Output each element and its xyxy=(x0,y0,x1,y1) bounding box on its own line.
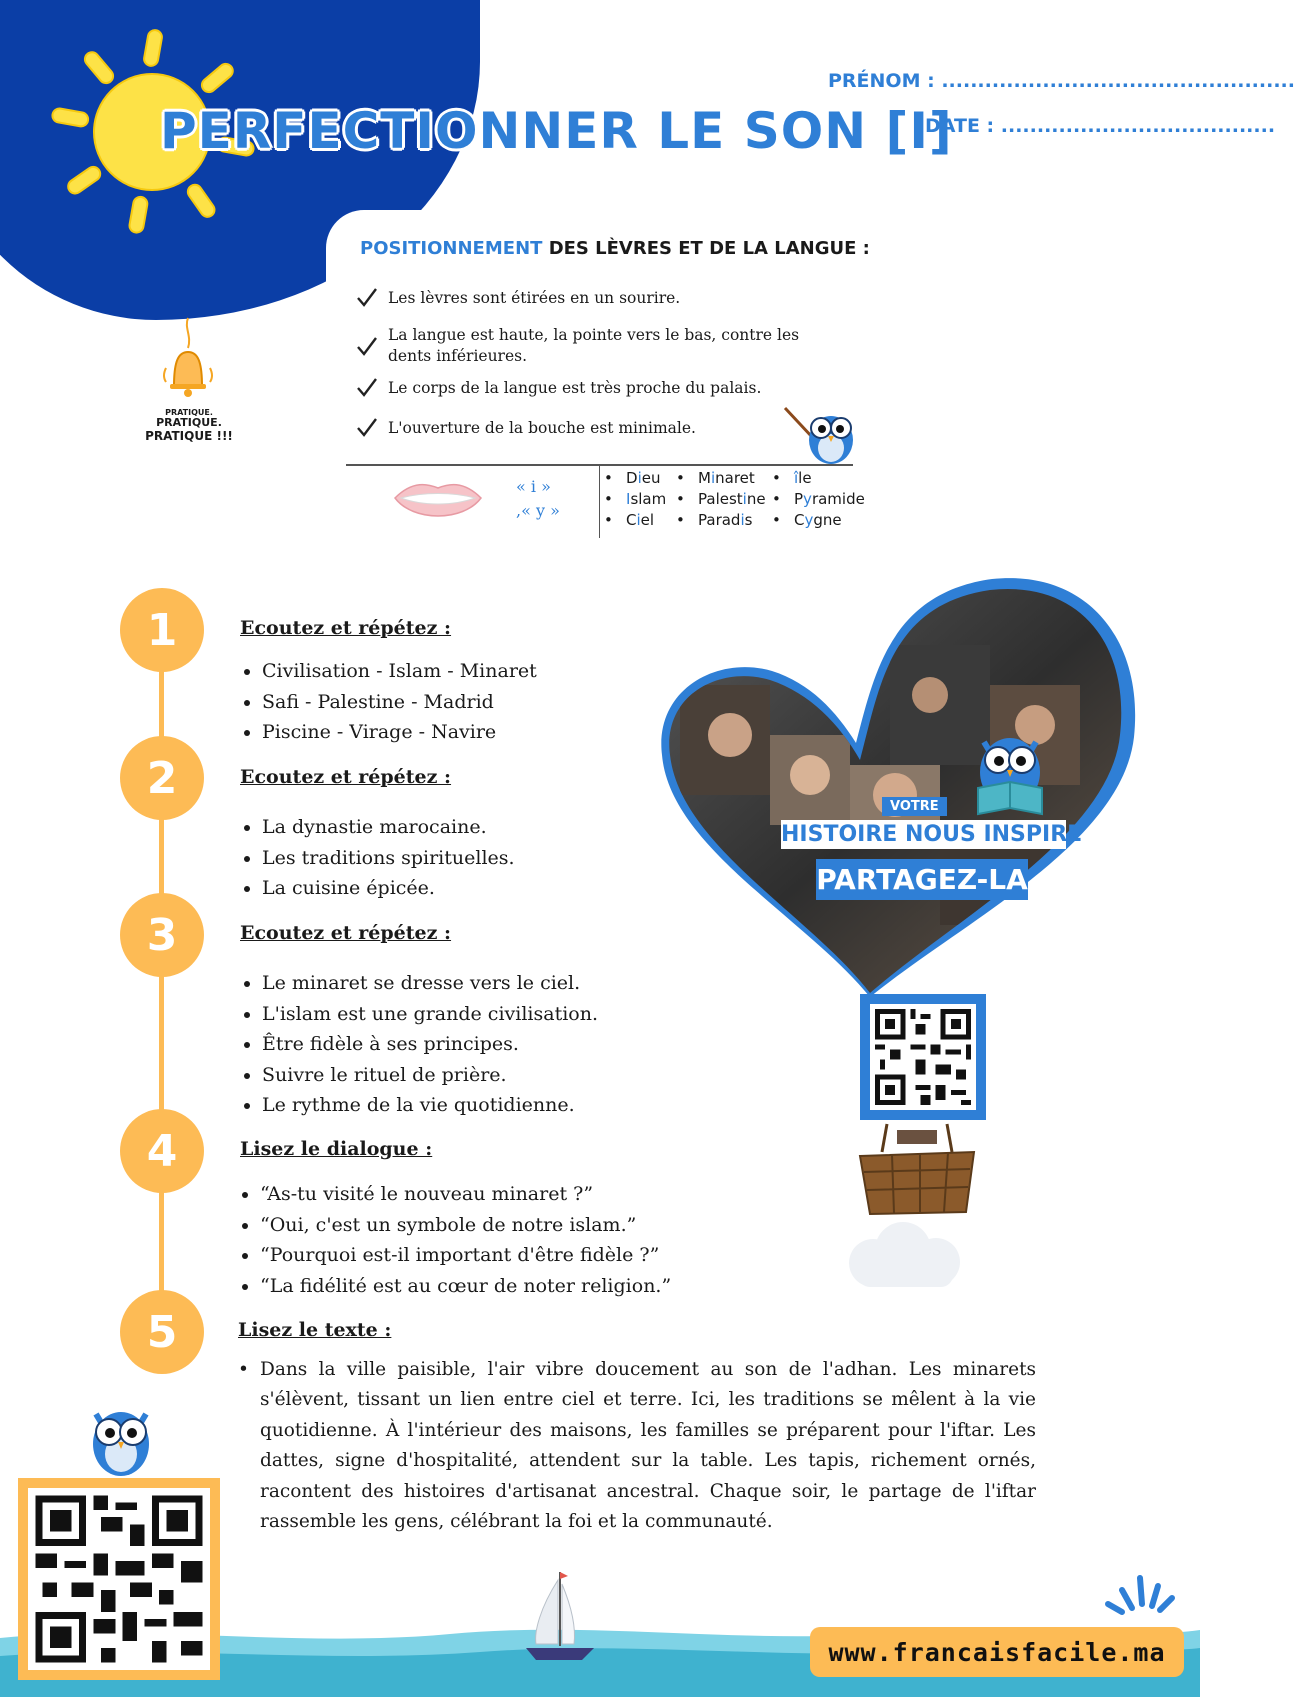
phoneme-y: ,« y » xyxy=(516,501,560,520)
checkmark-icon xyxy=(356,376,378,398)
exercise-number-badge: 2 xyxy=(120,736,204,820)
heart-photo-collage xyxy=(660,585,1148,1005)
exercise-title: Lisez le dialogue : xyxy=(240,1138,433,1160)
list-item: • Les traditions spirituelles. xyxy=(262,843,515,874)
owl-reading-icon xyxy=(970,722,1050,818)
reading-text xyxy=(238,1355,1036,1537)
column-divider xyxy=(599,466,600,538)
positioning-heading-rest: DES LÈVRES ET DE LA LANGUE : xyxy=(542,238,870,259)
positioning-point xyxy=(356,288,826,309)
exercise-list xyxy=(240,812,515,904)
list-item: • L'islam est une grande civilisation. xyxy=(262,999,598,1030)
checkmark-icon xyxy=(356,286,378,308)
sailboat-icon xyxy=(520,1568,600,1664)
positioning-point-text: Les lèvres sont étirées en un sourire. xyxy=(388,289,681,307)
exercise-number-badge: 4 xyxy=(120,1109,204,1193)
exercise-title: Ecoutez et répétez : xyxy=(240,766,452,788)
cloud-icon xyxy=(838,1218,970,1288)
exercise-number-badge: 1 xyxy=(120,588,204,672)
word-column xyxy=(676,468,766,531)
water-splash-icon xyxy=(1100,1570,1180,1620)
word-column xyxy=(772,468,865,531)
qr-code-icon[interactable] xyxy=(28,1488,210,1670)
example-word: • Ciel xyxy=(604,510,666,531)
checkmark-icon xyxy=(356,335,378,357)
positioning-point xyxy=(356,325,826,367)
list-item: • “Oui, c'est un symbole de notre islam.” xyxy=(260,1210,671,1241)
promo-share-button[interactable]: PARTAGEZ-LA xyxy=(816,859,1028,900)
practice-slogan xyxy=(130,408,248,444)
owl-mascot-icon xyxy=(80,1392,162,1480)
prenom-field[interactable]: PRÉNOM : ................................................. xyxy=(828,70,1295,92)
hot-air-balloon-basket-icon xyxy=(842,1122,992,1218)
qr-code-icon[interactable] xyxy=(870,1004,976,1110)
list-item: • Le minaret se dresse vers le ciel. xyxy=(262,968,598,999)
page-title: PERFECTIONNER LE SON [I] xyxy=(160,102,953,160)
positioning-point-text: L'ouverture de la bouche est minimale. xyxy=(388,419,696,437)
positioning-point-text: Le corps de la langue est très proche du palais. xyxy=(388,379,762,397)
exercise-list xyxy=(238,1179,671,1301)
reading-paragraph: • Dans la ville paisible, l'air vibre doucement au son de l'adhan. Les minarets s'élèvent, tissant un lien entre ciel et terre. Ici, les traditions se mêlent à la vie quotidienne. À l'intérieur des maisons, les familles se préparent pour l'iftar. Les dattes, signe d'hospitalité, attendent sur la table. Les tapis, richement ornés, racontent des histoires d'artisanat ancestral. Chaque soir, le partage de l'iftar rassemble les gens, célébrant la foi et la communauté. xyxy=(238,1355,1036,1537)
smiling-lips-icon xyxy=(393,478,483,522)
list-item: • Civilisation - Islam - Minaret xyxy=(262,656,537,687)
slogan-line-2: PRATIQUE. xyxy=(156,416,222,430)
word-column xyxy=(604,468,666,531)
exercise-list xyxy=(240,968,598,1121)
list-item: • La cuisine épicée. xyxy=(262,873,515,904)
exercise-title: Lisez le texte : xyxy=(238,1319,392,1341)
exercise-number-badge: 5 xyxy=(120,1290,204,1374)
exercise-list xyxy=(240,656,537,748)
list-item: • “As-tu visité le nouveau minaret ?” xyxy=(260,1179,671,1210)
positioning-panel-background xyxy=(326,210,886,340)
phoneme-i: « i » xyxy=(516,477,551,496)
slogan-line-3: PRATIQUE !!! xyxy=(145,428,233,443)
example-word: • Minaret xyxy=(676,468,766,489)
list-item: • “Pourquoi est-il important d'être fidèle ?” xyxy=(260,1240,671,1271)
example-word: • Paradis xyxy=(676,510,766,531)
positioning-point xyxy=(356,418,826,439)
promo-inspire-label: HISTOIRE NOUS INSPIRE xyxy=(781,822,1083,847)
list-item: • “La fidélité est au cœur de noter religion.” xyxy=(260,1271,671,1302)
list-item: • La dynastie marocaine. xyxy=(262,812,515,843)
list-item: • Suivre le rituel de prière. xyxy=(262,1060,598,1091)
list-item: • Safi - Palestine - Madrid xyxy=(262,687,537,718)
example-word: • Cygne xyxy=(772,510,865,531)
example-word: • Dieu xyxy=(604,468,666,489)
date-field[interactable]: DATE : ...................................... xyxy=(925,115,1276,137)
slogan-line-1: PRATIQUE. xyxy=(165,408,213,417)
example-word: • Palestine xyxy=(676,489,766,510)
checkmark-icon xyxy=(356,416,378,438)
positioning-heading xyxy=(360,238,870,259)
list-item: • Piscine - Virage - Navire xyxy=(262,717,537,748)
example-word: • Pyramide xyxy=(772,489,865,510)
positioning-point xyxy=(356,378,826,399)
timeline-line xyxy=(159,630,164,1330)
exercise-title: Ecoutez et répétez : xyxy=(240,617,452,639)
list-item: • Être fidèle à ses principes. xyxy=(262,1029,598,1060)
positioning-point-text: La langue est haute, la pointe vers le bas, contre les dents inférieures. xyxy=(388,326,800,365)
promo-votre-label: VOTRE xyxy=(882,797,947,816)
exercise-number-badge: 3 xyxy=(120,893,204,977)
owl-teacher-icon xyxy=(783,398,863,468)
exercise-title: Ecoutez et répétez : xyxy=(240,922,452,944)
positioning-heading-highlight: POSITIONNEMENT xyxy=(360,238,543,259)
example-word: • île xyxy=(772,468,865,489)
list-item: • Le rythme de la vie quotidienne. xyxy=(262,1090,598,1121)
bell-icon xyxy=(160,318,216,408)
example-word: • Islam xyxy=(604,489,666,510)
website-link[interactable]: www.francaisfacile.ma xyxy=(810,1627,1184,1677)
